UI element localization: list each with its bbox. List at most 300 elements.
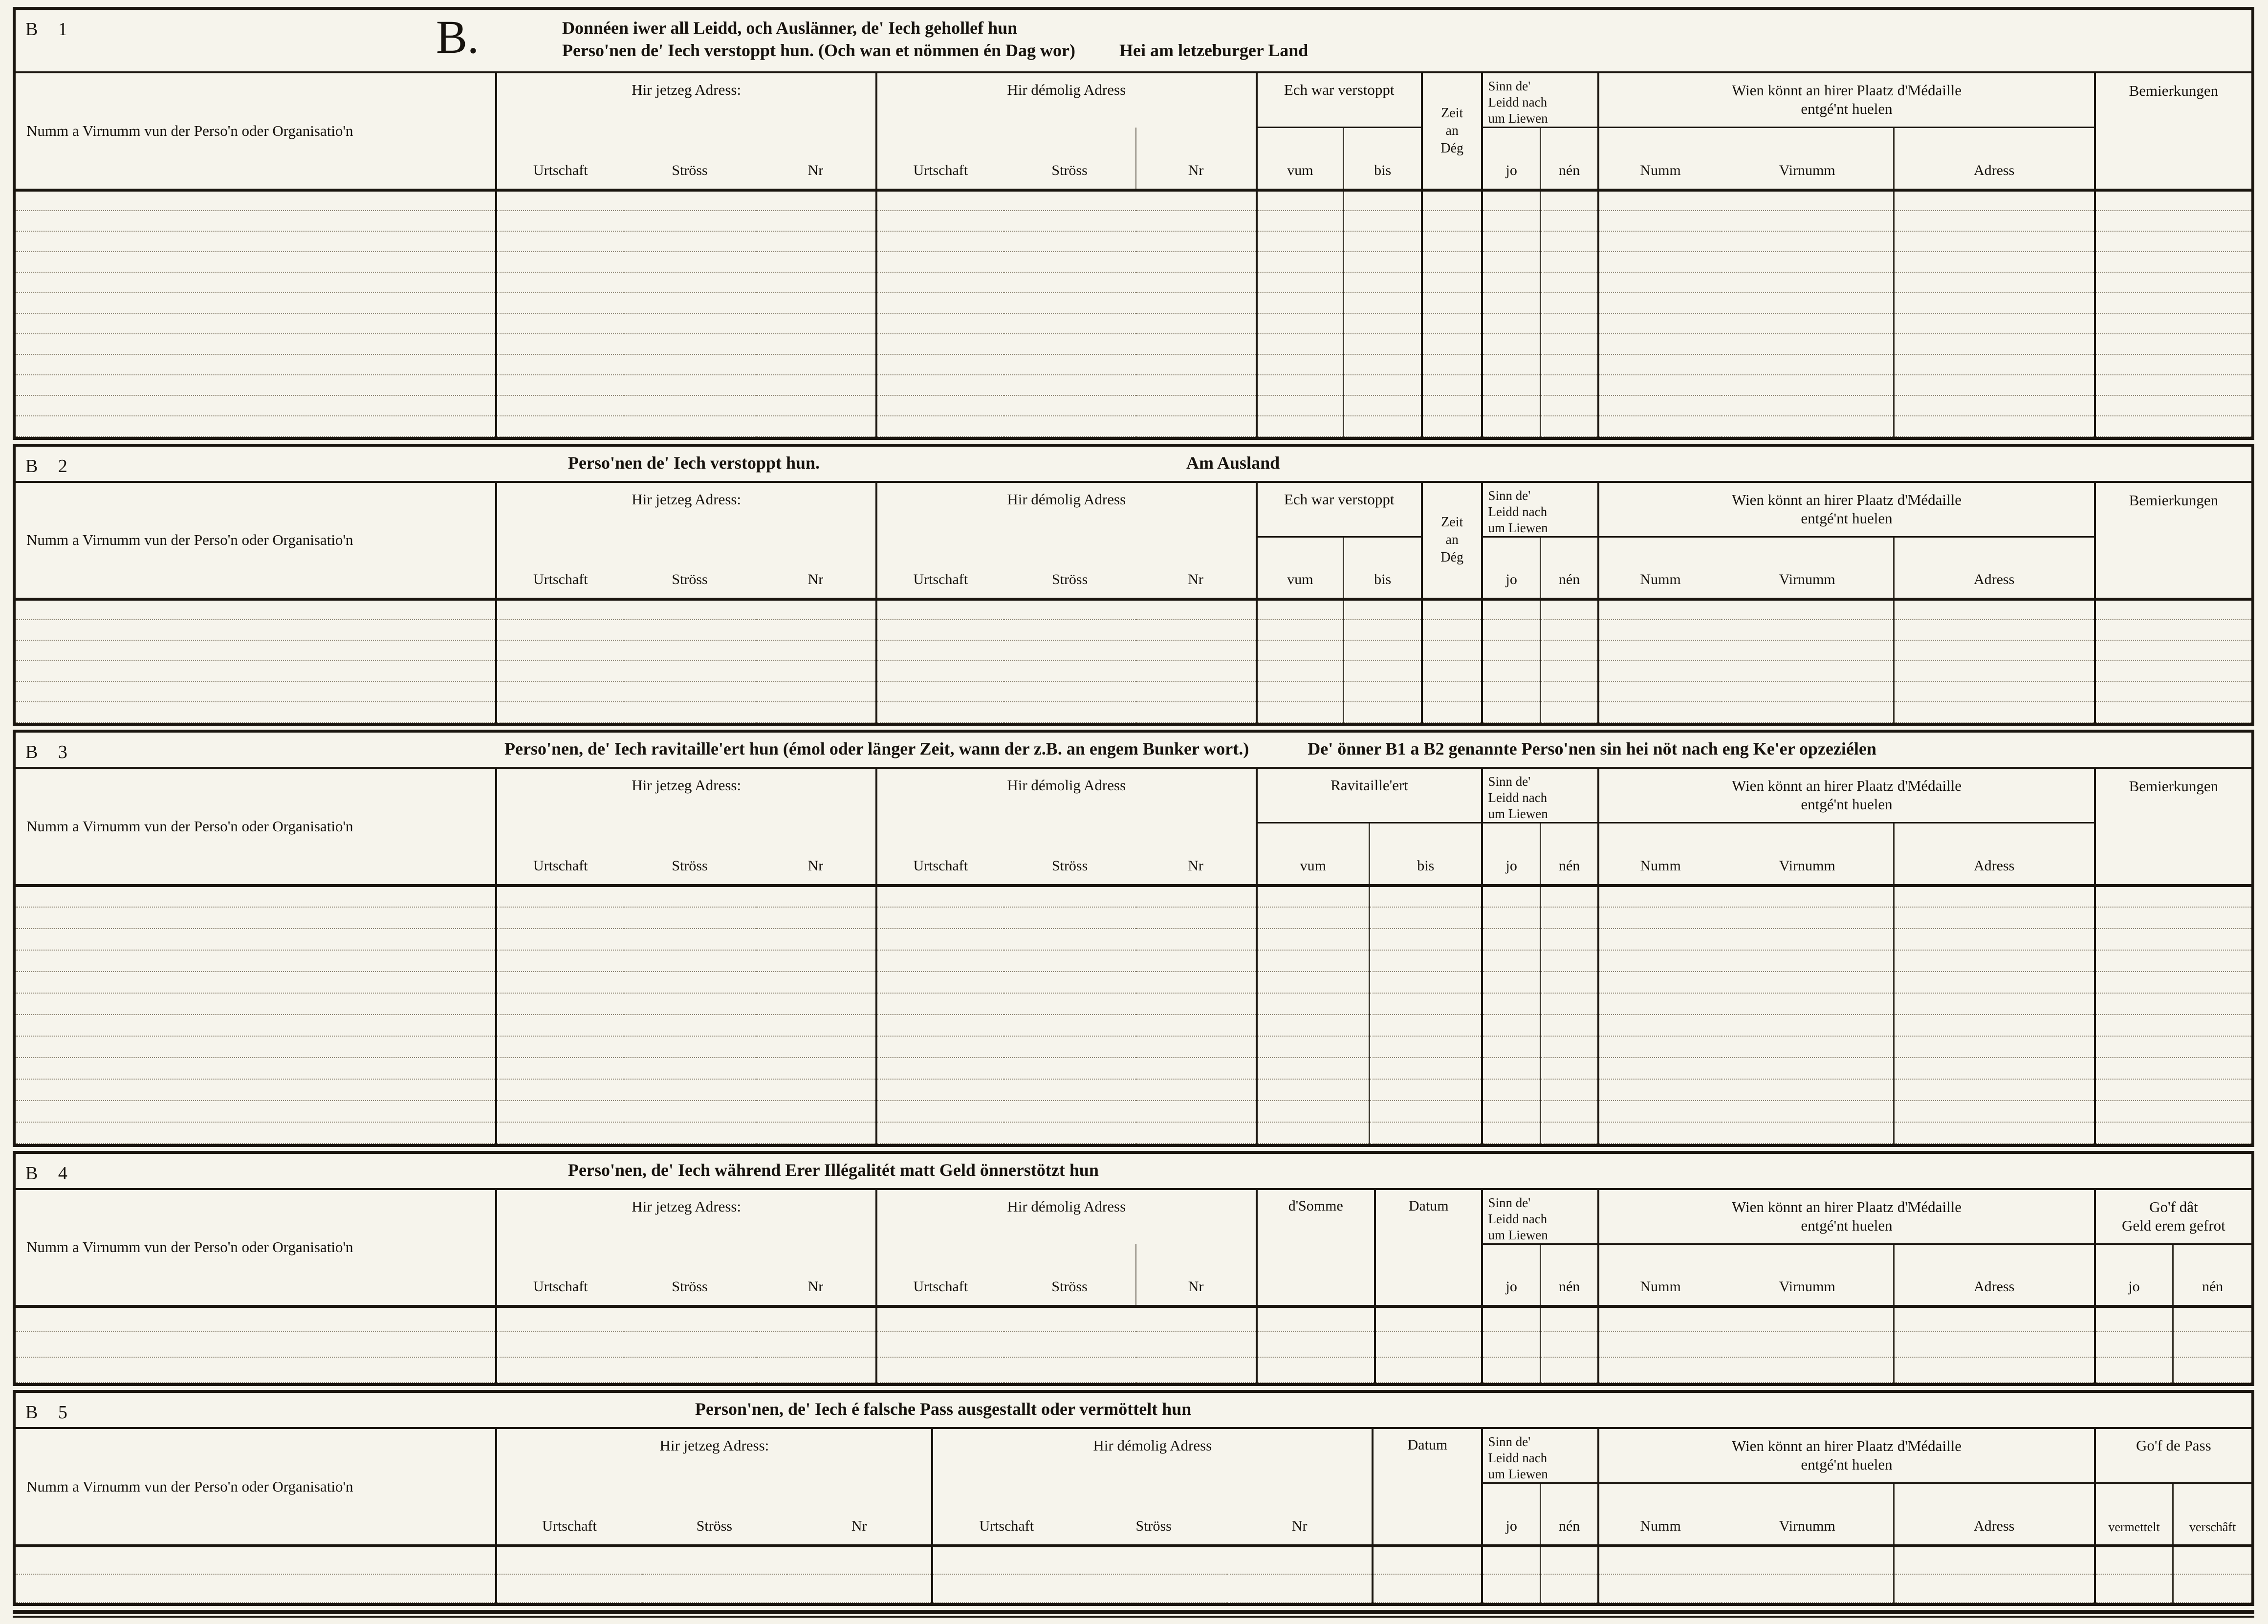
subcol-numm: Numm	[1598, 1483, 1722, 1546]
section-b4-label: B 4	[25, 1163, 75, 1184]
cell-vum	[1257, 190, 1344, 211]
cell-bis	[1344, 702, 1422, 722]
cell-medal-name	[1598, 950, 1894, 972]
col-header-name: Numm a Virnumm vun der Perso'n oder Organisatio'n	[16, 483, 496, 600]
cell-medal-name	[1598, 972, 1894, 993]
cell-reclaimed-jo	[2095, 1357, 2173, 1383]
cell-medal-adress	[1894, 313, 2095, 334]
subcol-jo: jo	[1482, 1483, 1540, 1546]
cell-medal-adress	[1894, 681, 2095, 702]
cell-remarks	[2095, 929, 2251, 950]
fill-row	[16, 252, 2251, 272]
cell-former-address	[876, 886, 1257, 907]
fill-row	[16, 1332, 2251, 1357]
subcol-urtschaft: Urtschaft	[876, 537, 1004, 599]
cell-medal-name	[1598, 1015, 1894, 1036]
cell-vum	[1257, 599, 1344, 620]
cell-bis	[1344, 375, 1422, 395]
cell-bis	[1344, 252, 1422, 272]
cell-current-address	[496, 375, 876, 395]
cell-name	[16, 375, 496, 395]
cell-jo	[1482, 620, 1540, 640]
cell-nen	[1540, 993, 1598, 1015]
cell-medal-adress	[1894, 1332, 2095, 1357]
cell-remarks	[2095, 661, 2251, 681]
cell-bis	[1370, 1101, 1483, 1122]
cell-bis	[1370, 972, 1483, 993]
col-header-remarks: Bemierkungen	[2095, 73, 2251, 190]
col-group-medal-recipient: Wien könnt an hirer Plaatz d'Médaille entgé'nt huelen	[1598, 769, 2094, 823]
cell-former-address	[876, 640, 1257, 661]
col-group-still-alive: Sinn de' Leidd nach um Liewen	[1482, 769, 1598, 823]
cell-bis	[1344, 190, 1422, 211]
col-group-supplied: Ravitaille'ert	[1257, 769, 1483, 823]
cell-vum	[1257, 640, 1344, 661]
cell-vum	[1257, 416, 1344, 436]
col-header-remarks: Bemierkungen	[2095, 769, 2251, 886]
cell-bis	[1344, 416, 1422, 436]
cell-bis	[1344, 231, 1422, 252]
cell-name	[16, 681, 496, 702]
cell-name	[16, 640, 496, 661]
cell-nen	[1540, 1015, 1598, 1036]
cell-nen	[1540, 395, 1598, 416]
subcol-bis: bis	[1344, 537, 1422, 599]
col-group-former-address: Hir démolig Adress	[876, 769, 1257, 823]
cell-current-address	[496, 950, 876, 972]
cell-name	[16, 1079, 496, 1101]
cell-bis	[1344, 395, 1422, 416]
col-group-former-address: Hir démolig Adress	[876, 1190, 1257, 1244]
subcol-nr: Nr	[756, 1244, 876, 1306]
cell-jo	[1482, 1357, 1540, 1383]
cell-medal-adress	[1894, 1058, 2095, 1079]
col-group-current-address: Hir jetzeg Adress:	[496, 769, 876, 823]
cell-medal-adress	[1894, 354, 2095, 375]
cell-name	[16, 252, 496, 272]
fill-row	[16, 1101, 2251, 1122]
cell-jo	[1482, 190, 1540, 211]
subcol-nen: nén	[1540, 823, 1598, 886]
cell-nen	[1540, 252, 1598, 272]
cell-medal-adress	[1894, 972, 2095, 993]
cell-nen	[1540, 929, 1598, 950]
cell-remarks	[2095, 1036, 2251, 1058]
cell-nen	[1540, 661, 1598, 681]
col-group-hidden-period: Ech war verstoppt	[1257, 73, 1422, 128]
section-b5-title-strip	[16, 1393, 2251, 1429]
cell-name	[16, 929, 496, 950]
fill-row	[16, 1306, 2251, 1332]
cell-jo	[1482, 211, 1540, 231]
cell-name	[16, 231, 496, 252]
cell-jo	[1482, 886, 1540, 907]
header-row-groups	[16, 483, 2251, 537]
cell-medal-adress	[1894, 375, 2095, 395]
col-group-current-address: Hir jetzeg Adress:	[496, 1429, 932, 1483]
cell-pass-vermettelt	[2095, 1546, 2173, 1574]
cell-current-address	[496, 334, 876, 354]
cell-current-address	[496, 395, 876, 416]
cell-duration	[1422, 231, 1482, 252]
cell-former-address	[876, 1357, 1257, 1383]
cell-medal-name	[1598, 1332, 1894, 1357]
subcol-nr: Nr	[1136, 537, 1257, 599]
cell-medal-name	[1598, 395, 1894, 416]
fill-row	[16, 661, 2251, 681]
subcol-bis: bis	[1370, 823, 1483, 886]
cell-remarks	[2095, 313, 2251, 334]
col-header-name: Numm a Virnumm vun der Perso'n oder Organisatio'n	[16, 1190, 496, 1307]
fill-row	[16, 929, 2251, 950]
subcol-adress: Adress	[1894, 128, 2095, 190]
fill-row	[16, 395, 2251, 416]
cell-medal-adress	[1894, 620, 2095, 640]
fill-row	[16, 354, 2251, 375]
subcol-virnumm: Virnumm	[1722, 823, 1894, 886]
cell-nen	[1540, 313, 1598, 334]
col-header-date: Datum	[1373, 1429, 1482, 1546]
cell-medal-adress	[1894, 1122, 2095, 1144]
cell-duration	[1422, 272, 1482, 293]
col-group-current-address: Hir jetzeg Adress:	[496, 73, 876, 128]
subcol-virnumm: Virnumm	[1722, 1483, 1894, 1546]
cell-current-address	[496, 1079, 876, 1101]
cell-nen	[1540, 1574, 1598, 1602]
cell-current-address	[496, 599, 876, 620]
cell-medal-name	[1598, 599, 1894, 620]
fill-row	[16, 231, 2251, 252]
cell-date	[1375, 1332, 1483, 1357]
cell-remarks	[2095, 702, 2251, 722]
subcol-nen: nén	[1540, 537, 1598, 599]
cell-nen	[1540, 1332, 1598, 1357]
subcol-numm: Numm	[1598, 537, 1722, 599]
cell-nen	[1540, 972, 1598, 993]
subcol-stross: Ströss	[1004, 823, 1136, 886]
cell-former-address	[876, 1332, 1257, 1357]
cell-jo	[1482, 907, 1540, 929]
cell-former-address	[876, 272, 1257, 293]
subcol-urtschaft: Urtschaft	[876, 128, 1004, 190]
cell-name	[16, 1357, 496, 1383]
cell-medal-adress	[1894, 907, 2095, 929]
cell-amount	[1257, 1332, 1375, 1357]
cell-vum	[1257, 231, 1344, 252]
cell-jo	[1482, 681, 1540, 702]
cell-jo	[1482, 702, 1540, 722]
cell-remarks	[2095, 1122, 2251, 1144]
header-row-groups	[16, 1190, 2251, 1244]
cell-medal-adress	[1894, 1546, 2095, 1574]
subcol-urtschaft: Urtschaft	[876, 823, 1004, 886]
cell-bis	[1370, 950, 1483, 972]
cell-medal-name	[1598, 313, 1894, 334]
cell-remarks	[2095, 395, 2251, 416]
cell-jo	[1482, 1101, 1540, 1122]
cell-medal-adress	[1894, 993, 2095, 1015]
cell-bis	[1370, 1058, 1483, 1079]
cell-reclaimed-nen	[2173, 1357, 2251, 1383]
cell-reclaimed-jo	[2095, 1332, 2173, 1357]
cell-former-address	[932, 1546, 1373, 1574]
cell-medal-name	[1598, 1079, 1894, 1101]
subcol-vermettelt: vermettelt	[2095, 1483, 2173, 1546]
cell-current-address	[496, 252, 876, 272]
cell-duration	[1422, 395, 1482, 416]
cell-bis	[1344, 599, 1422, 620]
section-b2-region-note: Am Ausland	[1186, 453, 1280, 473]
cell-jo	[1482, 416, 1540, 436]
cell-medal-adress	[1894, 190, 2095, 211]
section-b5-title: Person'nen, de' Iech é falsche Pass ausgestallt oder vermöttelt hun	[695, 1399, 1192, 1419]
cell-duration	[1422, 620, 1482, 640]
scanned-form-sheet	[13, 7, 2254, 1618]
cell-name	[16, 1058, 496, 1079]
subcol-virnumm: Virnumm	[1722, 1244, 1894, 1306]
subcol-adress: Adress	[1894, 1244, 2095, 1306]
cell-former-address	[876, 929, 1257, 950]
cell-medal-name	[1598, 1306, 1894, 1332]
header-row-groups	[16, 73, 2251, 128]
cell-nen	[1540, 375, 1598, 395]
cell-medal-name	[1598, 702, 1894, 722]
cell-vum	[1257, 702, 1344, 722]
cell-bis	[1344, 272, 1422, 293]
cell-vum	[1257, 334, 1344, 354]
cell-former-address	[876, 190, 1257, 211]
cell-former-address	[876, 907, 1257, 929]
cell-remarks	[2095, 334, 2251, 354]
cell-name	[16, 211, 496, 231]
cell-medal-adress	[1894, 1306, 2095, 1332]
col-group-hidden-period: Ech war verstoppt	[1257, 483, 1422, 537]
section-b1-body	[16, 190, 2251, 436]
section-b5-body	[16, 1546, 2251, 1602]
subcol-stross: Ströss	[624, 128, 756, 190]
cell-medal-adress	[1894, 1015, 2095, 1036]
cell-name	[16, 661, 496, 681]
subcol-nr: Nr	[756, 823, 876, 886]
header-row-groups	[16, 769, 2251, 823]
subcol-numm: Numm	[1598, 1244, 1722, 1306]
cell-bis	[1370, 886, 1483, 907]
cell-nen	[1540, 293, 1598, 313]
cell-medal-name	[1598, 661, 1894, 681]
cell-bis	[1370, 993, 1483, 1015]
col-header-name: Numm a Virnumm vun der Perso'n oder Organisatio'n	[16, 73, 496, 190]
cell-bis	[1370, 1122, 1483, 1144]
section-b2	[13, 444, 2254, 726]
fill-row	[16, 620, 2251, 640]
cell-current-address	[496, 929, 876, 950]
cell-current-address	[496, 1101, 876, 1122]
cell-medal-name	[1598, 886, 1894, 907]
cell-bis	[1370, 929, 1483, 950]
cell-name	[16, 416, 496, 436]
page-bottom-rule	[13, 1610, 2254, 1618]
cell-nen	[1540, 334, 1598, 354]
cell-bis	[1344, 354, 1422, 375]
cell-former-address	[876, 993, 1257, 1015]
fill-row	[16, 1357, 2251, 1383]
cell-bis	[1344, 334, 1422, 354]
col-group-still-alive: Sinn de' Leidd nach um Liewen	[1482, 483, 1598, 537]
cell-medal-name	[1598, 1036, 1894, 1058]
col-group-still-alive: Sinn de' Leidd nach um Liewen	[1482, 73, 1598, 128]
cell-duration	[1422, 640, 1482, 661]
subcol-nr: Nr	[787, 1483, 932, 1546]
cell-medal-name	[1598, 907, 1894, 929]
cell-name	[16, 702, 496, 722]
fill-row	[16, 950, 2251, 972]
cell-medal-name	[1598, 1101, 1894, 1122]
col-group-medal-recipient: Wien könnt an hirer Plaatz d'Médaille entgé'nt huelen	[1598, 483, 2094, 537]
col-header-duration-days: Zeit an Dég	[1422, 73, 1482, 190]
fill-row	[16, 1574, 2251, 1602]
cell-current-address	[496, 993, 876, 1015]
cell-duration	[1422, 599, 1482, 620]
cell-jo	[1482, 1574, 1540, 1602]
cell-current-address	[496, 702, 876, 722]
cell-bis	[1344, 313, 1422, 334]
cell-current-address	[496, 886, 876, 907]
fill-row	[16, 972, 2251, 993]
cell-nen	[1540, 231, 1598, 252]
cell-name	[16, 907, 496, 929]
fill-row	[16, 1058, 2251, 1079]
cell-current-address	[496, 1058, 876, 1079]
cell-vum	[1257, 1101, 1370, 1122]
section-b1-title-strip	[16, 10, 2251, 73]
cell-remarks	[2095, 972, 2251, 993]
cell-vum	[1257, 395, 1344, 416]
cell-former-address	[876, 620, 1257, 640]
section-b3	[13, 730, 2254, 1147]
subcol-jo: jo	[1482, 128, 1540, 190]
cell-remarks	[2095, 599, 2251, 620]
cell-remarks	[2095, 272, 2251, 293]
cell-nen	[1540, 1079, 1598, 1101]
cell-medal-name	[1598, 1357, 1894, 1383]
cell-jo	[1482, 375, 1540, 395]
cell-medal-name	[1598, 416, 1894, 436]
cell-name	[16, 1574, 496, 1602]
cell-medal-adress	[1894, 1574, 2095, 1602]
cell-medal-adress	[1894, 599, 2095, 620]
cell-nen	[1540, 599, 1598, 620]
cell-duration	[1422, 211, 1482, 231]
subcol-nr: Nr	[1136, 823, 1257, 886]
cell-medal-adress	[1894, 395, 2095, 416]
col-group-former-address: Hir démolig Adress	[876, 483, 1257, 537]
cell-current-address	[496, 972, 876, 993]
cell-vum	[1257, 252, 1344, 272]
cell-jo	[1482, 1122, 1540, 1144]
cell-former-address	[876, 354, 1257, 375]
cell-nen	[1540, 886, 1598, 907]
col-group-medal-recipient: Wien könnt an hirer Plaatz d'Médaille entgé'nt huelen	[1598, 1429, 2094, 1483]
cell-jo	[1482, 972, 1540, 993]
cell-remarks	[2095, 950, 2251, 972]
subcol-nr: Nr	[756, 128, 876, 190]
cell-former-address	[876, 1122, 1257, 1144]
section-b5-label: B 5	[25, 1402, 75, 1423]
cell-vum	[1257, 1036, 1370, 1058]
subcol-jo: jo	[1482, 823, 1540, 886]
cell-jo	[1482, 929, 1540, 950]
cell-bis	[1344, 681, 1422, 702]
cell-remarks	[2095, 620, 2251, 640]
cell-duration	[1422, 375, 1482, 395]
col-header-name: Numm a Virnumm vun der Perso'n oder Organisatio'n	[16, 769, 496, 886]
cell-remarks	[2095, 231, 2251, 252]
col-group-money-reclaimed: Go'f dât Geld erem gefrot	[2095, 1190, 2251, 1244]
section-b2-table	[16, 483, 2251, 723]
subcol-jo: jo	[1482, 537, 1540, 599]
subcol-nen: nén	[1540, 1483, 1598, 1546]
cell-medal-name	[1598, 993, 1894, 1015]
cell-bis	[1370, 1015, 1483, 1036]
cell-medal-name	[1598, 620, 1894, 640]
subcol-urtschaft: Urtschaft	[496, 1244, 624, 1306]
cell-former-address	[876, 1101, 1257, 1122]
section-b3-title-note: De' önner B1 a B2 genannte Perso'nen sin hei nöt nach eng Ke'er opzeziélen	[1308, 739, 1876, 758]
cell-medal-adress	[1894, 640, 2095, 661]
cell-jo	[1482, 272, 1540, 293]
cell-jo	[1482, 252, 1540, 272]
cell-former-address	[932, 1574, 1373, 1602]
cell-nen	[1540, 416, 1598, 436]
cell-date	[1375, 1306, 1483, 1332]
cell-duration	[1422, 190, 1482, 211]
cell-jo	[1482, 231, 1540, 252]
section-b1-table	[16, 73, 2251, 437]
fill-row	[16, 293, 2251, 313]
cell-duration	[1422, 354, 1482, 375]
cell-name	[16, 620, 496, 640]
cell-current-address	[496, 1357, 876, 1383]
cell-former-address	[876, 1015, 1257, 1036]
cell-vum	[1257, 929, 1370, 950]
section-b5-table	[16, 1429, 2251, 1603]
subcol-virnumm: Virnumm	[1722, 537, 1894, 599]
cell-jo	[1482, 1079, 1540, 1101]
cell-jo	[1482, 1332, 1540, 1357]
cell-medal-name	[1598, 272, 1894, 293]
cell-former-address	[876, 1036, 1257, 1058]
cell-medal-adress	[1894, 1357, 2095, 1383]
cell-current-address	[496, 1015, 876, 1036]
cell-medal-adress	[1894, 416, 2095, 436]
cell-medal-adress	[1894, 1036, 2095, 1058]
section-b1-label: B 1	[25, 19, 75, 40]
cell-jo	[1482, 1058, 1540, 1079]
col-group-current-address: Hir jetzeg Adress:	[496, 1190, 876, 1244]
cell-remarks	[2095, 993, 2251, 1015]
cell-medal-name	[1598, 1574, 1894, 1602]
cell-vum	[1257, 993, 1370, 1015]
fill-row	[16, 211, 2251, 231]
subcol-nr: Nr	[1227, 1483, 1373, 1546]
cell-former-address	[876, 334, 1257, 354]
subcol-stross: Ströss	[1004, 128, 1136, 190]
subcol-verschaft: verschâft	[2173, 1483, 2251, 1546]
cell-former-address	[876, 375, 1257, 395]
cell-jo	[1482, 1015, 1540, 1036]
cell-jo	[1482, 599, 1540, 620]
cell-vum	[1257, 375, 1344, 395]
